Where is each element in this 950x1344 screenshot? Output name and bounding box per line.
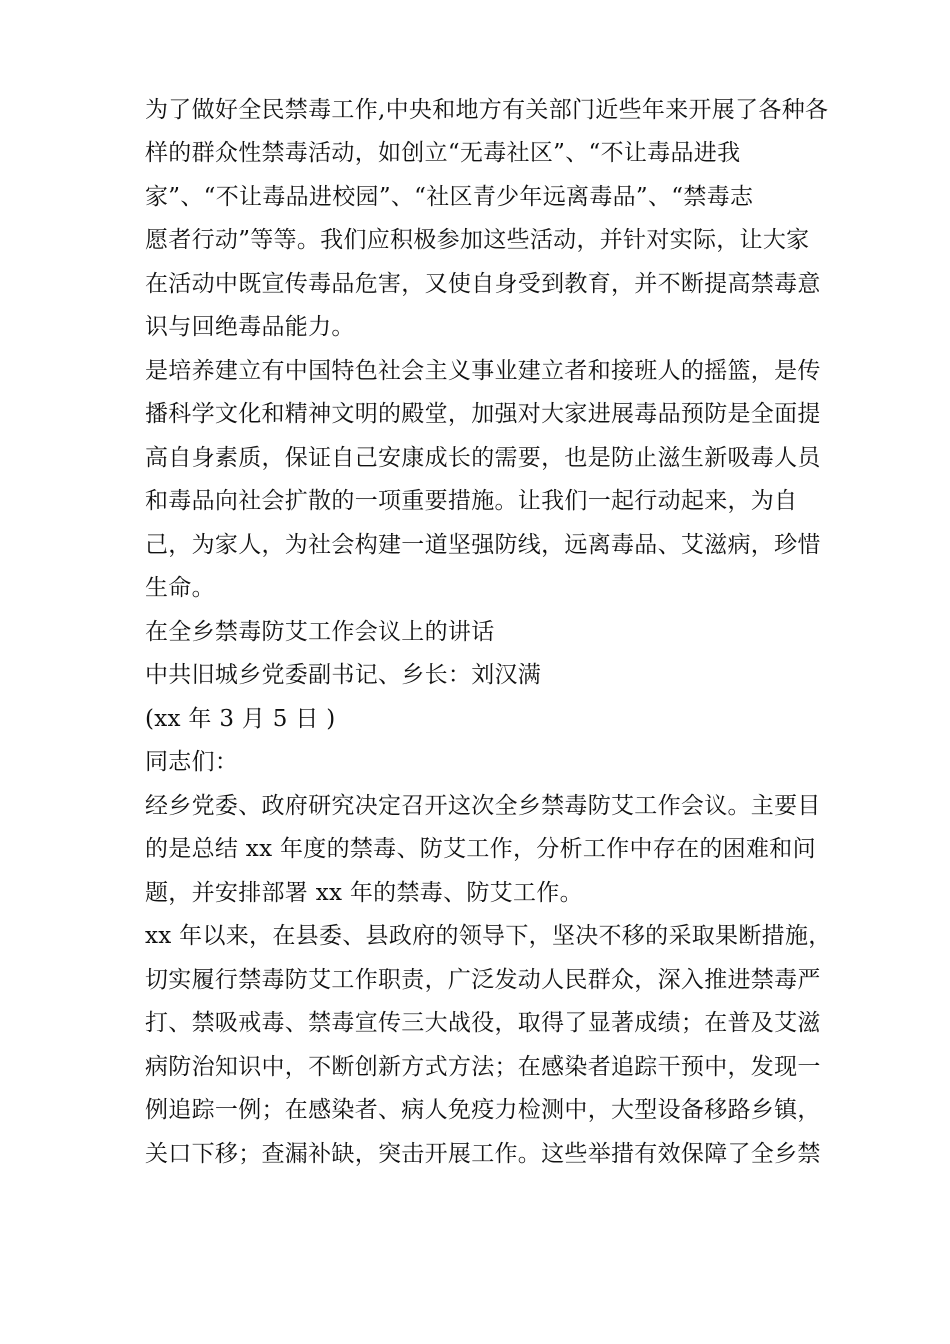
text-line: 识与回绝毒品能力。 [145, 314, 355, 340]
text-line: 播科学文化和精神文明的殿堂，加强对大家进展毒品预防是全面提 [145, 401, 821, 427]
text-line: 的是总结 xx 年度的禁毒、防艾工作，分析工作中存在的困难和问 [145, 836, 816, 862]
text-line: 切实履行禁毒防艾工作职责，广泛发动人民群众，深入推进禁毒严 [145, 967, 821, 993]
text-line: 愿者行动”等等。我们应积极参加这些活动，并针对实际，让大家 [145, 227, 810, 253]
text-line: 例追踪一例；在感染者、病人免疫力检测中，大型设备移路乡镇， [145, 1097, 821, 1123]
text-line: 病防治知识中，不断创新方式方法；在感染者追踪干预中，发现一 [145, 1054, 821, 1080]
text-line: 经乡党委、政府研究决定召开这次全乡禁毒防艾工作会议。主要目 [145, 793, 821, 819]
text-line: 样的群众性禁毒活动，如创立“无毒社区”、“不让毒品进我 [145, 140, 741, 166]
text-line: 为了做好全民禁毒工作,中央和地方有关部门近些年来开展了各种各 [145, 97, 829, 123]
text-line: 家”、“不让毒品进校园”、“社区青少年远离毒品”、“禁毒志 [145, 184, 754, 210]
speech-title: 在全乡禁毒防艾工作会议上的讲话 [145, 619, 495, 645]
text-line: 关口下移；查漏补缺，突击开展工作。这些举措有效保障了全乡禁 [145, 1141, 821, 1167]
text-line: 是培养建立有中国特色社会主义事业建立者和接班人的摇篮，是传 [145, 358, 821, 384]
text-line: 打、禁吸戒毒、禁毒宣传三大战役，取得了显著成绩；在普及艾滋 [145, 1010, 821, 1036]
text-line: xx 年以来，在县委、县政府的领导下，坚决不移的采取果断措施， [145, 923, 832, 949]
speaker-line: 中共旧城乡党委副书记、乡长：刘汉满 [145, 662, 542, 688]
text-line: 生命。 [145, 575, 215, 601]
text-line: 题，并安排部署 xx 年的禁毒、防艾工作。 [145, 880, 583, 906]
text-line: 高自身素质，保证自己安康成长的需要，也是防止滋生新吸毒人员 [145, 445, 821, 471]
text-line: 和毒品向社会扩散的一项重要措施。让我们一起行动起来，为自 [145, 488, 798, 514]
salutation: 同志们： [145, 749, 239, 775]
date-line: (xx 年 3 月 5 日 ) [145, 706, 336, 732]
text-line: 在活动中既宣传毒品危害，又使自身受到教育，并不断提高禁毒意 [145, 271, 821, 297]
text-line: 己，为家人，为社会构建一道坚强防线，远离毒品、艾滋病，珍惜 [145, 532, 821, 558]
